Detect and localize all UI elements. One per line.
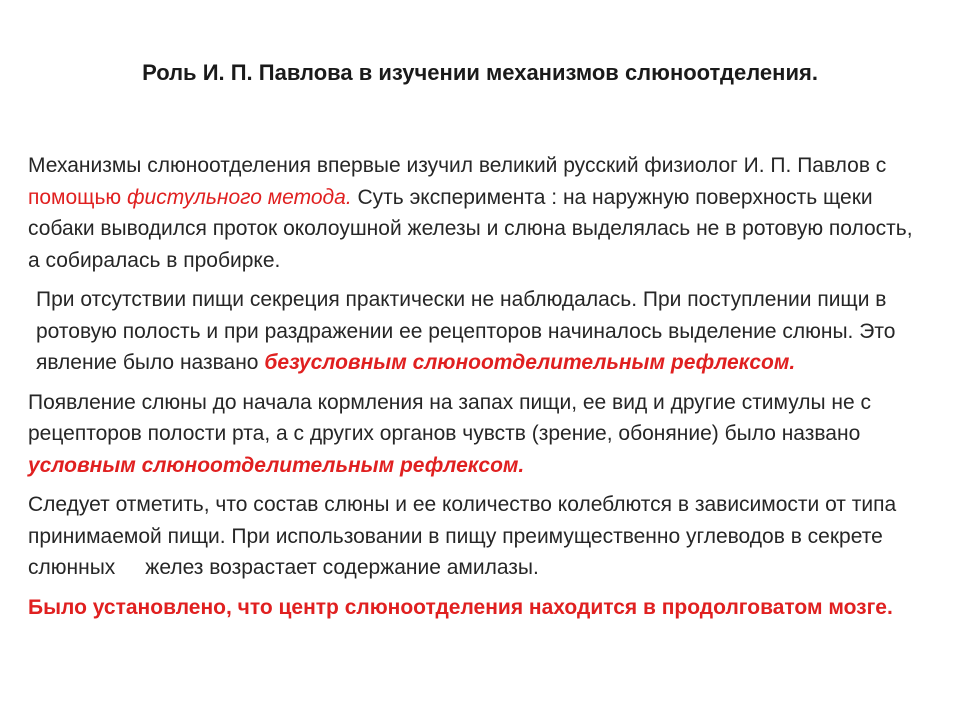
paragraph-unconditioned-reflex (28, 284, 918, 379)
slide-body (28, 150, 918, 631)
paragraph-conditioned-reflex (28, 387, 918, 482)
highlight-fistula-method: фистульного метода. (126, 185, 352, 209)
paragraph-text: Суть эксперимента : на наружную поверхность щеки собаки выводился проток околоушной железы и слюна выделялась не в ротовую полость, а собиралась в пробирке. (28, 185, 913, 272)
paragraph-text: При отсутствии пищи секреция практически не наблюдалась. При поступлении пищи в ротовую полость и при раздражении ее рецепторов начиналось выделение слюны. Это явление было названо (36, 288, 896, 374)
highlight-conditioned-reflex: условным слюноотделительным рефлексом. (28, 453, 525, 477)
paragraph-text: Появление слюны до начала кормления на запах пищи, ее вид и другие стимулы не с рецепторов полости рта, а с других органов чувств (зрение, обоняние) было названо (28, 390, 872, 445)
paragraph-amylase (28, 489, 918, 584)
paragraph-text: Следует отметить, что состав слюны и ее количество колеблются в зависимости от типа принимаемой пищи. При использовании в пищу преимущественно углеводов в секрете слюнных (28, 493, 897, 579)
slide-title: Роль И. П. Павлова в изучении механизмов слюноотделения. (142, 60, 818, 85)
paragraph-text: желез возрастает содержание амилазы. (145, 556, 539, 579)
paragraph-fistula-method (28, 150, 918, 276)
paragraph-text: Механизмы слюноотделения впервые изучил великий русский физиолог И. П. Павлов с (28, 154, 887, 177)
highlight-unconditioned-reflex: безусловным слюноотделительным рефлексом. (264, 351, 796, 374)
paragraph-medulla-center: Было установлено, что центр слюноотделения находится в продолговатом мозге. (28, 595, 893, 619)
highlight-text: помощью (28, 185, 127, 209)
